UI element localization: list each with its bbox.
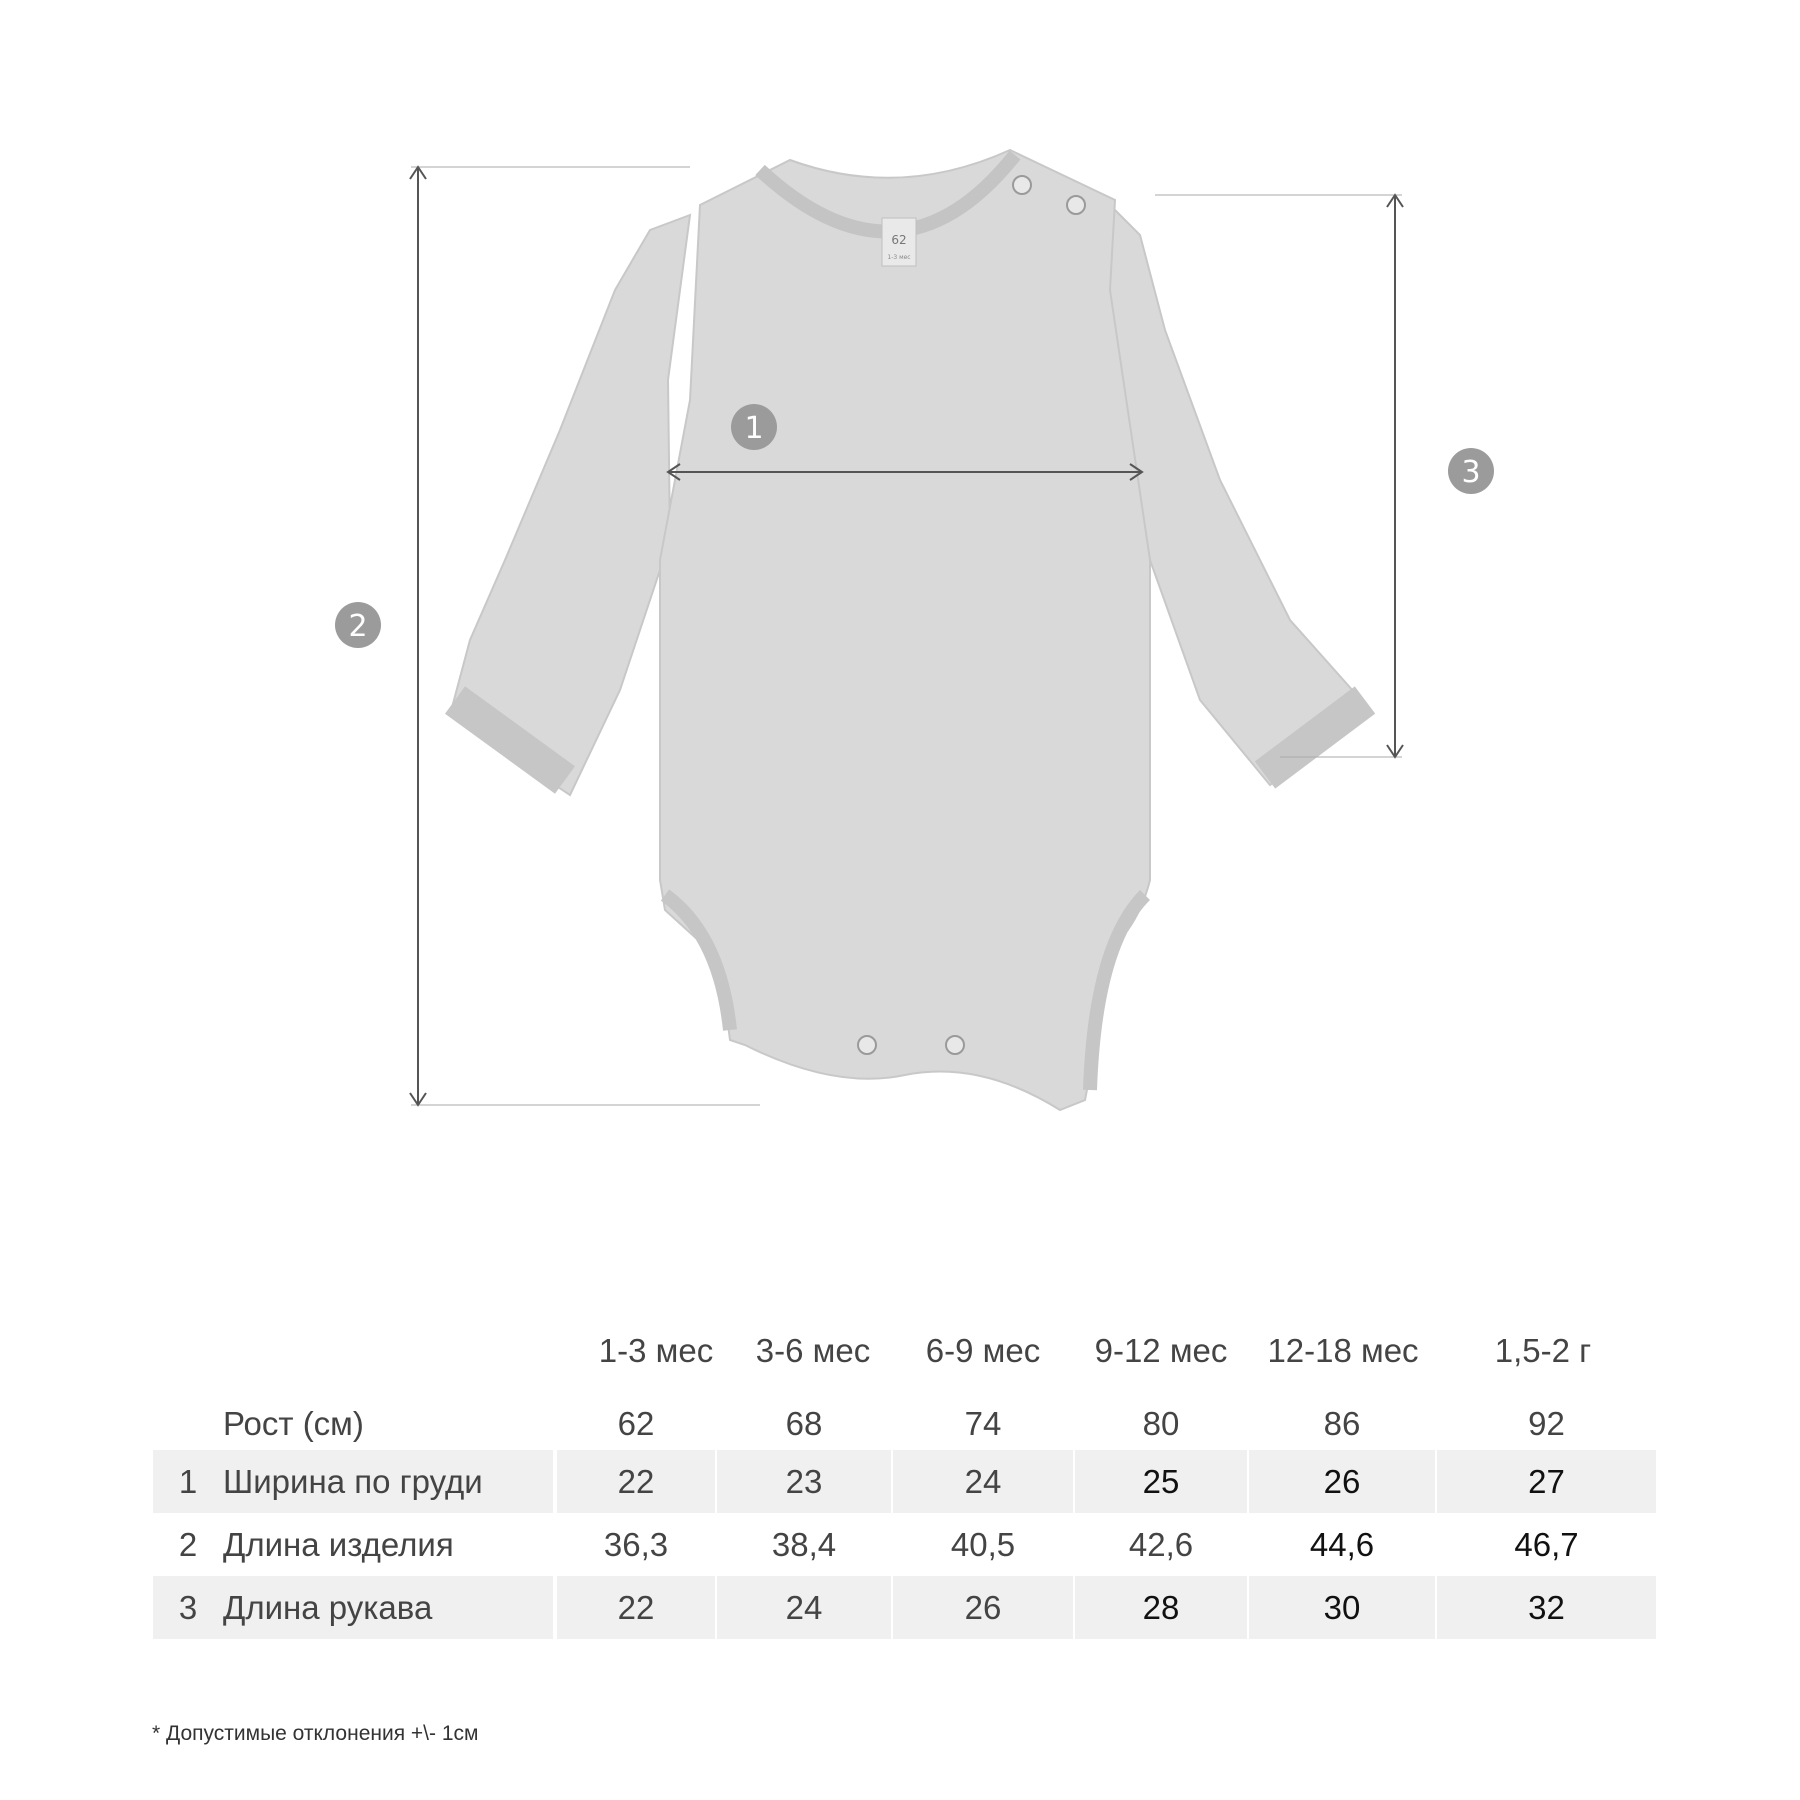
table-cell: 80 <box>1142 1404 1180 1442</box>
table-cell: 22 <box>557 1576 715 1639</box>
footnote: * Допустимые отклонения +\- 1см <box>152 1722 479 1745</box>
table-cell: 36,3 <box>603 1525 669 1563</box>
row-number <box>153 1392 223 1455</box>
table-cell: 26 <box>1249 1450 1435 1513</box>
crotch-snap-icon <box>946 1036 964 1054</box>
table-cell: 74 <box>964 1404 1002 1442</box>
row-number: 2 <box>178 1525 198 1563</box>
table-cell: 40,5 <box>950 1525 1016 1563</box>
table-row-length <box>153 1513 1656 1576</box>
table-cell: 27 <box>1437 1450 1656 1513</box>
shoulder-snap-icon <box>1067 196 1085 214</box>
table-row-sleeve <box>153 1576 1656 1639</box>
marker-3 <box>1448 448 1494 494</box>
table-cell: 86 <box>1323 1404 1361 1442</box>
neck-tag-size: 62 <box>891 233 907 247</box>
row-label: Рост (см) <box>223 1404 364 1442</box>
table-cell: 44,6 <box>1309 1525 1375 1563</box>
table-cell: 24 <box>893 1450 1073 1513</box>
size-header-row <box>153 1316 1656 1386</box>
table-cell: 25 <box>1075 1450 1247 1513</box>
row-number: 1 <box>153 1450 223 1513</box>
row-label: Длина изделия <box>223 1525 454 1563</box>
size-column-header: 1-3 мес <box>598 1332 714 1369</box>
table-cell: 30 <box>1249 1576 1435 1639</box>
shoulder-snap-icon <box>1013 176 1031 194</box>
size-column-header: 9-12 мес <box>1094 1332 1228 1369</box>
table-row-height <box>153 1392 1656 1455</box>
table-cell: 32 <box>1437 1576 1656 1639</box>
row-label: Длина рукава <box>223 1576 553 1639</box>
size-column-header: 1,5-2 г <box>1494 1332 1592 1369</box>
svg-text:2: 2 <box>348 609 368 644</box>
table-cell: 46,7 <box>1514 1525 1579 1563</box>
table-cell: 38,4 <box>771 1525 837 1563</box>
table-cell: 92 <box>1528 1404 1565 1442</box>
size-column-header: 3-6 мес <box>755 1332 871 1369</box>
size-column-header: 6-9 мес <box>925 1332 1041 1369</box>
row-number: 3 <box>153 1576 223 1639</box>
table-cell: 23 <box>717 1450 891 1513</box>
marker-2 <box>335 602 381 648</box>
table-row-chest <box>153 1450 1656 1513</box>
table-cell: 28 <box>1075 1576 1247 1639</box>
svg-text:3: 3 <box>1461 455 1481 490</box>
table-cell: 26 <box>893 1576 1073 1639</box>
table-cell: 68 <box>785 1404 823 1442</box>
neck-tag-age: 1-3 мес <box>887 254 911 261</box>
bodysuit-shape <box>450 150 1370 1110</box>
crotch-snap-icon <box>858 1036 876 1054</box>
svg-text:1: 1 <box>744 411 764 446</box>
table-cell: 24 <box>717 1576 891 1639</box>
table-cell: 62 <box>617 1404 655 1442</box>
size-column-header: 12-18 мес <box>1267 1332 1419 1369</box>
marker-1 <box>731 404 777 450</box>
table-cell: 22 <box>557 1450 715 1513</box>
row-label: Ширина по груди <box>223 1450 553 1513</box>
table-cell: 42,6 <box>1128 1525 1194 1563</box>
